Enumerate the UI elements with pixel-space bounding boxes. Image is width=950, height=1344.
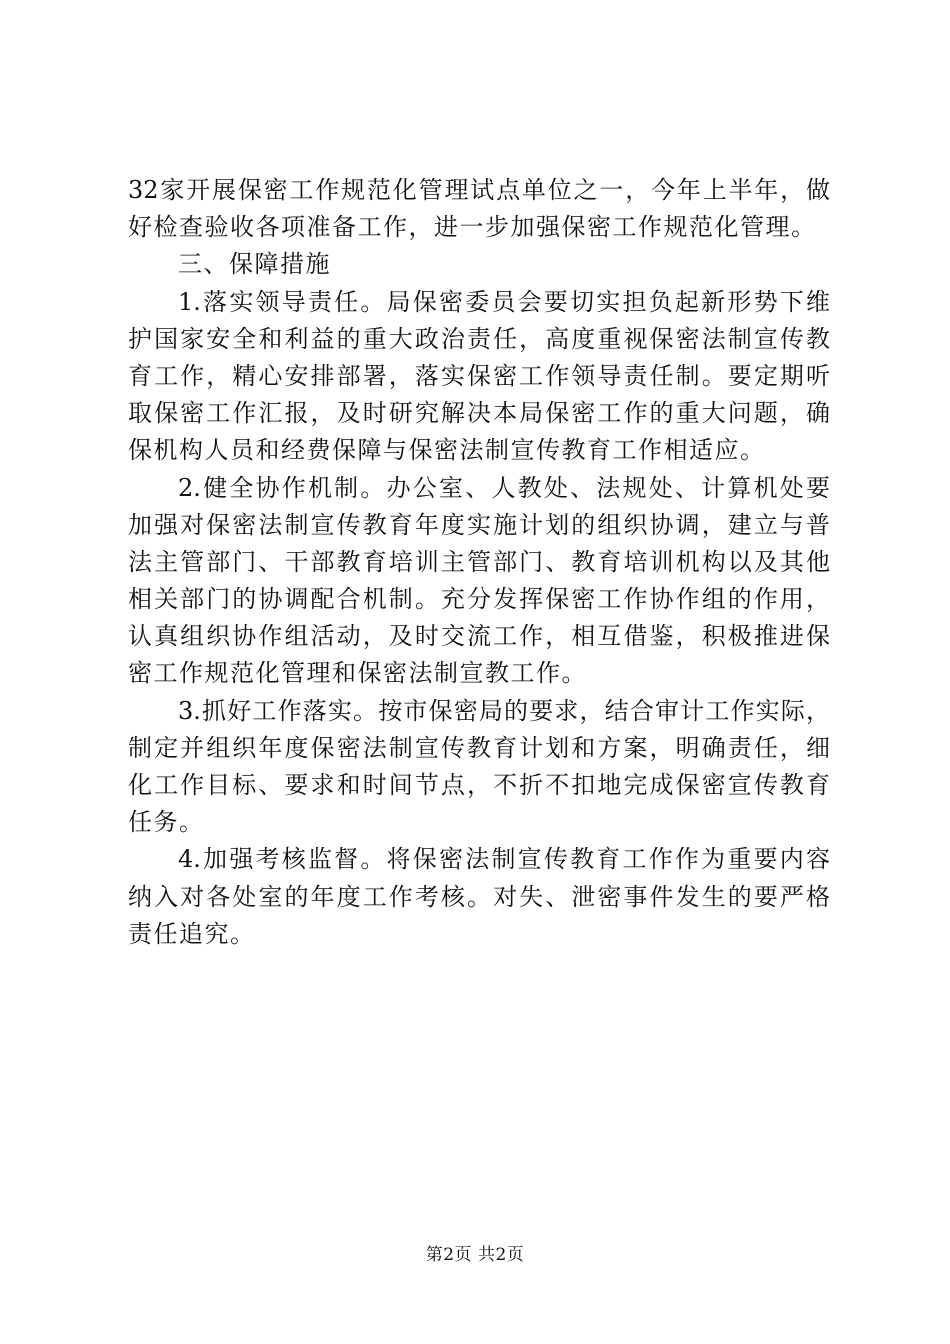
paragraph-first-line: 4.加强考核监督。将保密法制宣传教育工作作为重要内容	[178, 845, 830, 874]
document-body	[128, 172, 830, 953]
text-line: 任务。	[128, 808, 205, 837]
paragraph-first-line: 2.健全协作机制。办公室、人教处、法规处、计算机处要	[178, 473, 830, 502]
text-line: 保机构人员和经费保障与保密法制宣传教育工作相适应。	[128, 436, 766, 465]
text-line: 32家开展保密工作规范化管理试点单位之一，今年上半年，做	[128, 176, 830, 204]
text-line: 加强对保密法制宣传教育年度实施计划的组织协调，建立与普	[128, 510, 830, 539]
paragraph-first-line: 1.落实领导责任。局保密委员会要切实担负起新形势下维	[178, 287, 830, 316]
text-line: 育工作，精心安排部署，落实保密工作领导责任制。要定期听	[128, 361, 830, 390]
section-heading: 三、保障措施	[178, 250, 331, 279]
text-line: 好检查验收各项准备工作，进一步加强保密工作规范化管理。	[128, 213, 817, 242]
page-number-label: 第2页 共2页	[425, 1245, 525, 1265]
text-line: 密工作规范化管理和保密法制宣教工作。	[128, 659, 587, 688]
text-line: 化工作目标、要求和时间节点，不折不扣地完成保密宣传教育	[128, 771, 830, 799]
paragraph-first-line: 3.抓好工作落实。按市保密局的要求，结合审计工作实际，	[178, 696, 830, 725]
text-line: 护国家安全和利益的重大政治责任，高度重视保密法制宣传教	[128, 324, 830, 353]
text-line: 纳入对各处室的年度工作考核。对失、泄密事件发生的要严格	[128, 882, 830, 911]
text-line: 制定并组织年度保密法制宣传教育计划和方案，明确责任，细	[128, 733, 830, 762]
text-line: 法主管部门、干部教育培训主管部门、教育培训机构以及其他	[128, 547, 830, 576]
text-line: 认真组织协作组活动，及时交流工作，相互借鉴，积极推进保	[128, 622, 830, 651]
text-line: 责任追究。	[128, 919, 256, 948]
text-line: 取保密工作汇报，及时研究解决本局保密工作的重大问题，确	[128, 399, 830, 428]
text-line: 相关部门的协调配合机制。充分发挥保密工作协作组的作用，	[128, 585, 830, 614]
page-footer	[0, 1243, 950, 1267]
